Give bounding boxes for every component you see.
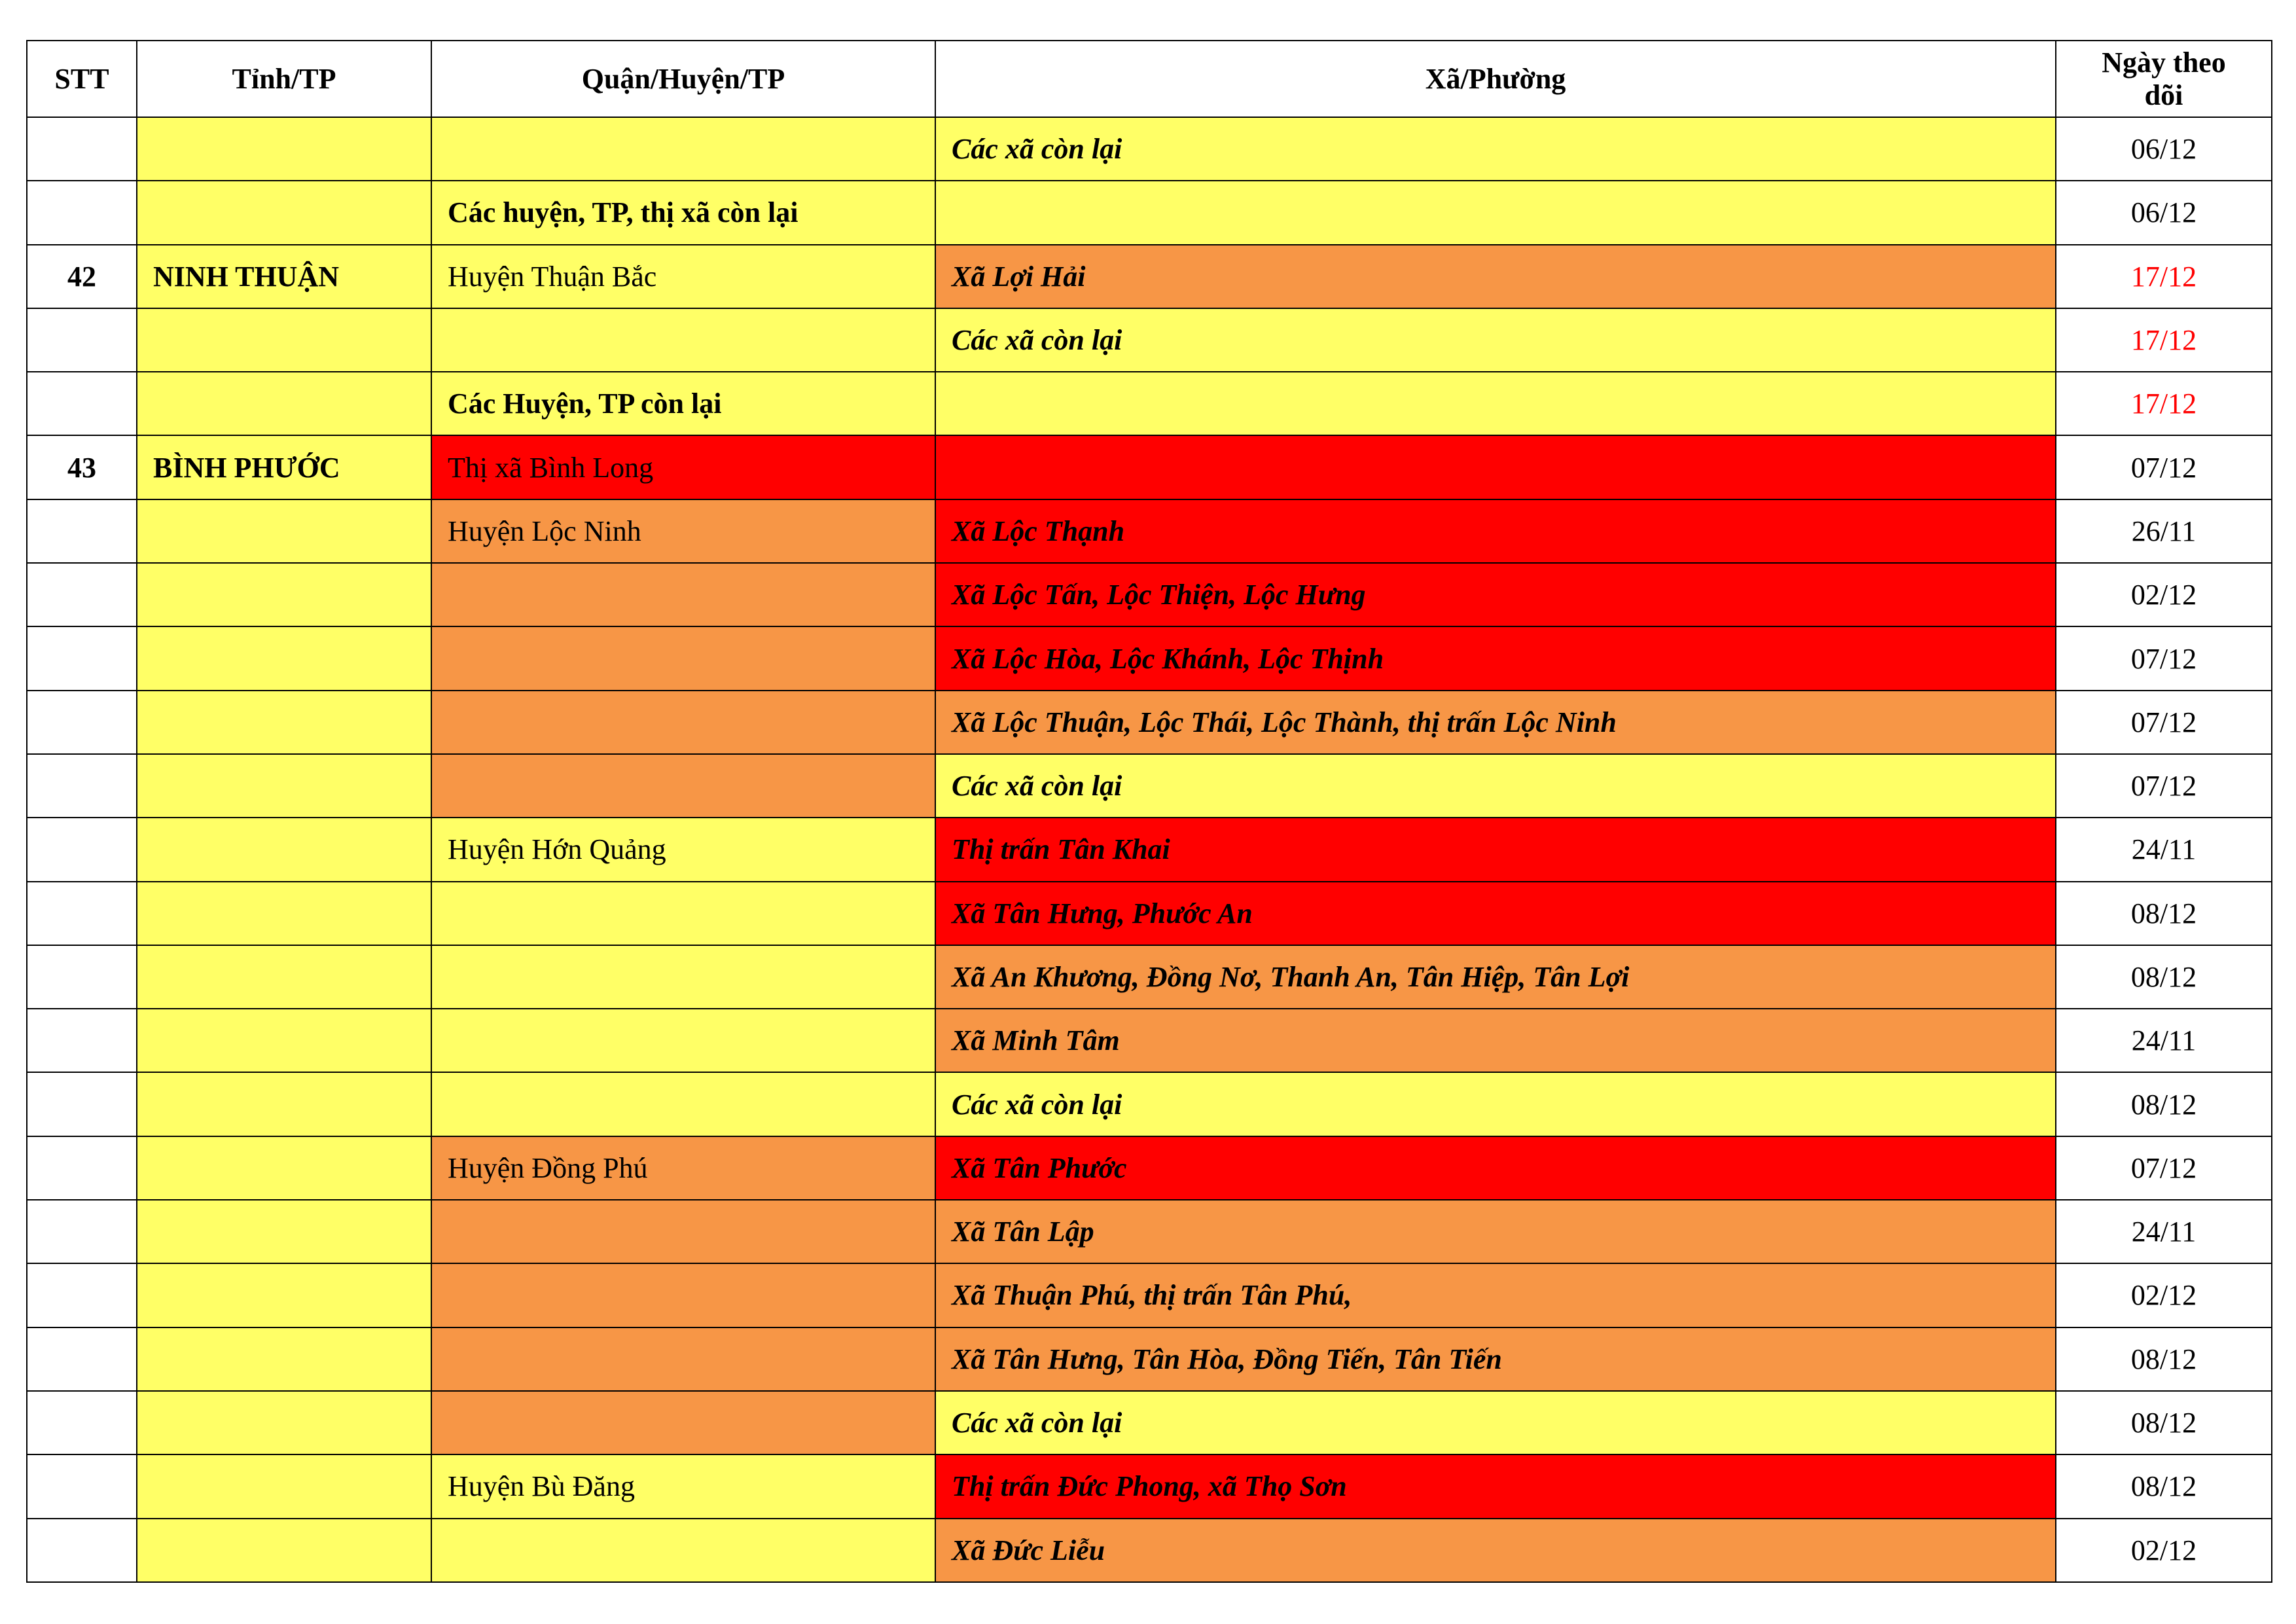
row-commune: Xã Minh Tâm [935, 1009, 2056, 1072]
row-commune: Xã Tân Phước [935, 1136, 2056, 1200]
row-commune: Xã Lộc Tấn, Lộc Thiện, Lộc Hưng [935, 563, 2056, 626]
header-date: Ngày theo dõi [2056, 41, 2272, 117]
row-province [137, 1327, 431, 1391]
table-row [27, 1391, 2272, 1454]
row-date: 07/12 [2056, 435, 2272, 499]
row-district [431, 1391, 935, 1454]
row-commune: Xã Lộc Thuận, Lộc Thái, Lộc Thành, thị trấn Lộc Ninh [935, 691, 2056, 754]
table-row [27, 1263, 2272, 1327]
table-row [27, 945, 2272, 1009]
row-commune: Xã Tân Hưng, Phước An [935, 882, 2056, 945]
row-district [431, 1263, 935, 1327]
table-row [27, 181, 2272, 244]
row-district [431, 691, 935, 754]
row-district [431, 1519, 935, 1582]
row-stt [27, 1263, 137, 1327]
row-stt [27, 1072, 137, 1136]
row-province [137, 499, 431, 563]
row-stt: 42 [27, 245, 137, 308]
table-row [27, 1136, 2272, 1200]
row-province: BÌNH PHƯỚC [137, 435, 431, 499]
row-stt [27, 626, 137, 690]
row-district [431, 117, 935, 181]
row-date: 17/12 [2056, 245, 2272, 308]
row-province [137, 117, 431, 181]
row-commune: Các xã còn lại [935, 1391, 2056, 1454]
table-row [27, 626, 2272, 690]
row-commune: Xã Tân Lập [935, 1200, 2056, 1263]
table-row [27, 117, 2272, 181]
row-district: Huyện Lộc Ninh [431, 499, 935, 563]
row-commune: Các xã còn lại [935, 754, 2056, 818]
table-row [27, 1009, 2272, 1072]
row-stt [27, 1327, 137, 1391]
row-province [137, 1200, 431, 1263]
row-province [137, 308, 431, 372]
row-commune: Xã Lộc Thạnh [935, 499, 2056, 563]
row-date: 08/12 [2056, 1072, 2272, 1136]
row-stt [27, 1519, 137, 1582]
row-commune: Các xã còn lại [935, 117, 2056, 181]
row-date: 08/12 [2056, 1391, 2272, 1454]
row-district: Các Huyện, TP còn lại [431, 372, 935, 435]
row-district: Huyện Thuận Bắc [431, 245, 935, 308]
row-stt [27, 181, 137, 244]
row-province [137, 945, 431, 1009]
row-province [137, 1009, 431, 1072]
row-commune: Xã Đức Liễu [935, 1519, 2056, 1582]
row-stt [27, 754, 137, 818]
table-row [27, 1519, 2272, 1582]
row-province [137, 563, 431, 626]
row-stt [27, 372, 137, 435]
row-date: 02/12 [2056, 1519, 2272, 1582]
row-district [431, 1009, 935, 1072]
row-date: 08/12 [2056, 945, 2272, 1009]
row-commune [935, 372, 2056, 435]
row-stt [27, 1136, 137, 1200]
table-row [27, 1327, 2272, 1391]
row-date: 02/12 [2056, 1263, 2272, 1327]
row-commune: Thị trấn Tân Khai [935, 818, 2056, 881]
row-district: Thị xã Bình Long [431, 435, 935, 499]
row-province: NINH THUẬN [137, 245, 431, 308]
row-district: Các huyện, TP, thị xã còn lại [431, 181, 935, 244]
tracking-table [26, 40, 2272, 1583]
row-stt [27, 1009, 137, 1072]
table-row [27, 1072, 2272, 1136]
row-province [137, 1391, 431, 1454]
row-stt [27, 882, 137, 945]
row-stt: 43 [27, 435, 137, 499]
row-district [431, 1200, 935, 1263]
row-date: 07/12 [2056, 1136, 2272, 1200]
row-commune [935, 435, 2056, 499]
row-district: Huyện Hớn Quảng [431, 818, 935, 881]
row-stt [27, 818, 137, 881]
row-stt [27, 308, 137, 372]
table-row [27, 245, 2272, 308]
table-header-row [27, 41, 2272, 117]
table-row [27, 372, 2272, 435]
row-province [137, 754, 431, 818]
row-stt [27, 1454, 137, 1518]
row-commune: Thị trấn Đức Phong, xã Thọ Sơn [935, 1454, 2056, 1518]
row-district [431, 308, 935, 372]
header-district: Quận/Huyện/TP [431, 41, 935, 117]
table-row [27, 882, 2272, 945]
row-date: 08/12 [2056, 882, 2272, 945]
row-date: 06/12 [2056, 117, 2272, 181]
row-district [431, 882, 935, 945]
row-stt [27, 691, 137, 754]
table-row [27, 691, 2272, 754]
row-province [137, 691, 431, 754]
row-district: Huyện Đồng Phú [431, 1136, 935, 1200]
table-row [27, 1200, 2272, 1263]
table-row [27, 818, 2272, 881]
row-stt [27, 1200, 137, 1263]
table-row [27, 308, 2272, 372]
row-date: 24/11 [2056, 818, 2272, 881]
row-commune: Xã An Khương, Đồng Nơ, Thanh An, Tân Hiệp, Tân Lợi [935, 945, 2056, 1009]
row-district [431, 945, 935, 1009]
row-date: 24/11 [2056, 1200, 2272, 1263]
row-date: 26/11 [2056, 499, 2272, 563]
row-date: 08/12 [2056, 1454, 2272, 1518]
row-stt [27, 117, 137, 181]
table-row [27, 754, 2272, 818]
row-province [137, 181, 431, 244]
row-date: 06/12 [2056, 181, 2272, 244]
row-commune: Các xã còn lại [935, 1072, 2056, 1136]
row-commune: Xã Thuận Phú, thị trấn Tân Phú, [935, 1263, 2056, 1327]
table-body [27, 117, 2272, 1582]
table-row [27, 499, 2272, 563]
row-commune: Xã Tân Hưng, Tân Hòa, Đồng Tiến, Tân Tiến [935, 1327, 2056, 1391]
row-province [137, 882, 431, 945]
row-province [137, 1136, 431, 1200]
row-province [137, 818, 431, 881]
row-district [431, 626, 935, 690]
row-date: 07/12 [2056, 691, 2272, 754]
header-province: Tỉnh/TP [137, 41, 431, 117]
row-province [137, 372, 431, 435]
row-stt [27, 1391, 137, 1454]
row-date: 08/12 [2056, 1327, 2272, 1391]
row-stt [27, 563, 137, 626]
row-commune: Xã Lộc Hòa, Lộc Khánh, Lộc Thịnh [935, 626, 2056, 690]
row-date: 17/12 [2056, 372, 2272, 435]
row-commune [935, 181, 2056, 244]
table-row [27, 435, 2272, 499]
row-commune: Các xã còn lại [935, 308, 2056, 372]
row-date: 24/11 [2056, 1009, 2272, 1072]
row-date: 02/12 [2056, 563, 2272, 626]
header-commune: Xã/Phường [935, 41, 2056, 117]
table-row [27, 563, 2272, 626]
row-date: 17/12 [2056, 308, 2272, 372]
row-province [137, 1072, 431, 1136]
row-commune: Xã Lợi Hải [935, 245, 2056, 308]
row-date: 07/12 [2056, 626, 2272, 690]
row-district: Huyện Bù Đăng [431, 1454, 935, 1518]
row-stt [27, 499, 137, 563]
row-province [137, 1519, 431, 1582]
row-province [137, 1263, 431, 1327]
row-province [137, 626, 431, 690]
row-district [431, 1327, 935, 1391]
row-district [431, 1072, 935, 1136]
row-district [431, 563, 935, 626]
table-row [27, 1454, 2272, 1518]
row-district [431, 754, 935, 818]
row-date: 07/12 [2056, 754, 2272, 818]
header-stt: STT [27, 41, 137, 117]
row-stt [27, 945, 137, 1009]
row-province [137, 1454, 431, 1518]
